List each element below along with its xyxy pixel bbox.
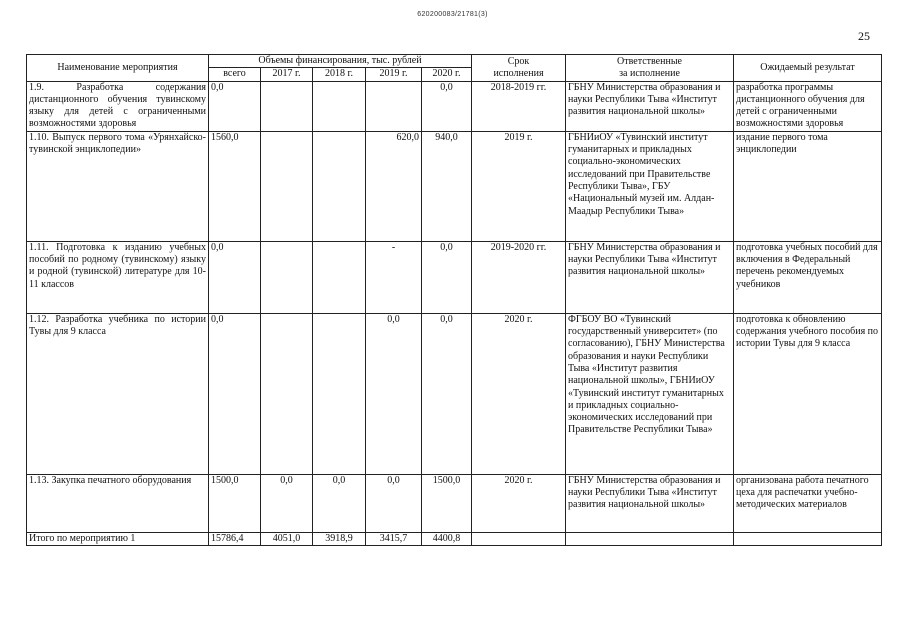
row-responsible: ГБНУ Министерства образования и науки Республики Тыва «Институт развития национальной школы» <box>566 81 734 131</box>
row-2019: 620,0 <box>366 131 422 241</box>
row-term: 2019 г. <box>472 131 566 241</box>
row-2020: 940,0 <box>422 131 472 241</box>
row-event-name: 1.9. Разработка содержания дистанционного обучения тувинскому языку для детей с ограниченными возможностями здоровья <box>27 81 209 131</box>
document-code: 620200083/21781(3) <box>417 11 488 18</box>
total-label: Итого по мероприятию 1 <box>27 532 209 545</box>
row-2020: 0,0 <box>422 241 472 313</box>
header-2019: 2019 г. <box>366 68 422 81</box>
row-result: подготовка к обновлению содержания учебного пособия по истории Тувы для 9 класса <box>734 313 882 474</box>
row-event-name: 1.11. Подготовка к изданию учебных пособий по родному (тувинскому) языку и родной (тувинской) литературе для 10-11 классов <box>27 241 209 313</box>
total-row <box>27 532 882 545</box>
row-result: разработка программы дистанционного обучения для детей с ограниченными возможностями здоровья <box>734 81 882 131</box>
total-2019: 3415,7 <box>366 532 422 545</box>
row-result: издание первого тома энциклопедии <box>734 131 882 241</box>
page-number: 25 <box>858 29 870 43</box>
header-2020: 2020 г. <box>422 68 472 81</box>
row-2018: 0,0 <box>313 474 366 532</box>
row-2018 <box>313 241 366 313</box>
table-row <box>27 313 882 474</box>
header-2018: 2018 г. <box>313 68 366 81</box>
total-2017: 4051,0 <box>261 532 313 545</box>
header-term-line2: исполнения <box>493 67 544 79</box>
header-row-1 <box>27 55 882 68</box>
header-responsible-line1: Ответственные <box>617 55 682 67</box>
row-event-name: 1.10. Выпуск первого тома «Урянхайско-тувинской энциклопедии» <box>27 131 209 241</box>
row-total: 1560,0 <box>209 131 261 241</box>
header-funding: Объемы финансирования, тыс. рублей <box>209 55 472 68</box>
row-total: 0,0 <box>209 81 261 131</box>
row-2019: 0,0 <box>366 313 422 474</box>
table-row <box>27 131 882 241</box>
row-2018 <box>313 131 366 241</box>
row-2017 <box>261 131 313 241</box>
total-term <box>472 532 566 545</box>
row-total: 0,0 <box>209 241 261 313</box>
row-2017 <box>261 313 313 474</box>
row-term: 2018-2019 гг. <box>472 81 566 131</box>
header-result: Ожидаемый результат <box>734 55 882 82</box>
row-total: 1500,0 <box>209 474 261 532</box>
row-2019 <box>366 81 422 131</box>
header-total: всего <box>209 68 261 81</box>
header-responsible-line2: за исполнение <box>619 67 680 79</box>
row-2017 <box>261 81 313 131</box>
row-2017: 0,0 <box>261 474 313 532</box>
header-term <box>472 55 566 82</box>
row-2019: 0,0 <box>366 474 422 532</box>
row-2018 <box>313 81 366 131</box>
row-responsible: ФГБОУ ВО «Тувинский государственный университет» (по согласованию), ГБНУ Министерства образования и науки Республики Тыва «Институт развития национальной школы», ГБНИиОУ «Тувинский институт гуманитарных и прикладных социально-экономических исследований при Правительстве Республики Тыва» <box>566 313 734 474</box>
row-responsible: ГБНУ Министерства образования и науки Республики Тыва «Институт развития национальной школы» <box>566 241 734 313</box>
table-row <box>27 241 882 313</box>
header-2017: 2017 г. <box>261 68 313 81</box>
header-term-line1: Срок <box>507 55 530 67</box>
row-2019: - <box>366 241 422 313</box>
total-responsible <box>566 532 734 545</box>
row-2017 <box>261 241 313 313</box>
row-result: подготовка учебных пособий для включения в Федеральный перечень рекомендуемых учебников <box>734 241 882 313</box>
row-event-name: 1.13. Закупка печатного оборудования <box>27 474 209 532</box>
row-responsible: ГБНИиОУ «Тувинский институт гуманитарных и прикладных социально-экономических исследований при Правительстве Республики Тыва», ГБУ «Национальный музей им. Алдан-Маадыр Республики Тыва» <box>566 131 734 241</box>
total-result <box>734 532 882 545</box>
row-term: 2020 г. <box>472 313 566 474</box>
table-row <box>27 474 882 532</box>
row-responsible: ГБНУ Министерства образования и науки Республики Тыва «Институт развития национальной школы» <box>566 474 734 532</box>
row-term: 2019-2020 гг. <box>472 241 566 313</box>
header-event-name: Наименование мероприятия <box>27 55 209 82</box>
total-2018: 3918,9 <box>313 532 366 545</box>
row-2020: 1500,0 <box>422 474 472 532</box>
row-term: 2020 г. <box>472 474 566 532</box>
table-row <box>27 81 882 131</box>
funding-table <box>26 54 882 546</box>
row-2020: 0,0 <box>422 313 472 474</box>
row-2020: 0,0 <box>422 81 472 131</box>
total-2020: 4400,8 <box>422 532 472 545</box>
row-2018 <box>313 313 366 474</box>
row-event-name: 1.12. Разработка учебника по истории Тувы для 9 класса <box>27 313 209 474</box>
header-responsible <box>566 55 734 82</box>
total-sum: 15786,4 <box>209 532 261 545</box>
row-result: организована работа печатного цеха для распечатки учебно-методических материалов <box>734 474 882 532</box>
row-total: 0,0 <box>209 313 261 474</box>
